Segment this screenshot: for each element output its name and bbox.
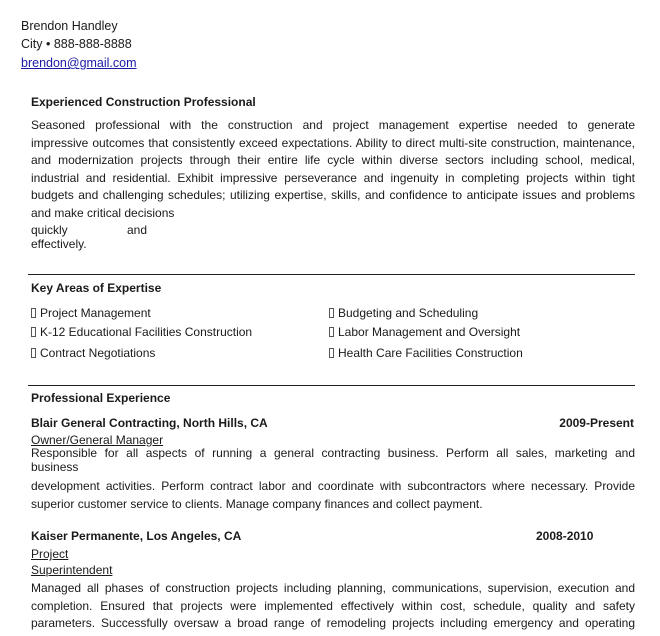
summary-line: quickly and bbox=[31, 223, 147, 237]
job-dates: 2008-2010 bbox=[536, 529, 594, 543]
job-title: Project bbox=[31, 547, 69, 561]
summary-line: and make critical decisions bbox=[31, 206, 175, 220]
summary-heading: Experienced Construction Professional bbox=[31, 95, 256, 109]
job-description-line: completion. Ensured that projects were implemented effectively within cost, schedule, quality and safety bbox=[31, 599, 635, 613]
expertise-item: K-12 Educational Facilities Construction bbox=[31, 325, 252, 339]
job-title: Superintendent bbox=[31, 563, 113, 577]
contact-email-link[interactable]: brendon@gmail.com bbox=[21, 56, 137, 70]
summary-line: industrial and residential. Exhibit impressive perseverance and ingenuity in completing projects within tight bbox=[31, 171, 635, 185]
job-dates: 2009-Present bbox=[559, 416, 634, 430]
job-description-line: Responsible for all aspects of running a general contracting business. Perform all sales, marketing and bbox=[31, 446, 635, 460]
contact-name: Brendon Handley bbox=[21, 19, 118, 33]
job-description-line: parameters. Successfully oversaw a broad range of remodeling projects including emergency and operating bbox=[31, 616, 635, 630]
job-description-line: superior customer service to clients. Manage company finances and collect payment. bbox=[31, 497, 483, 511]
bullet-icon bbox=[329, 348, 334, 358]
job-company: Kaiser Permanente, Los Angeles, CA bbox=[31, 529, 242, 543]
bullet-icon bbox=[329, 308, 334, 318]
summary-line: effectively. bbox=[31, 237, 87, 251]
bullet-icon bbox=[31, 348, 36, 358]
summary-line: and modernization projects through their entire life cycle within diverse sectors including school, medical, bbox=[31, 153, 635, 167]
summary-line: impressive outcomes that consistently exceed expectations. Ability to direct multi-site construction, maintenance, bbox=[31, 136, 635, 150]
section-divider bbox=[28, 274, 635, 275]
bullet-icon bbox=[31, 308, 36, 318]
job-description-line: Managed all phases of construction projects including planning, communications, supervision, execution and bbox=[31, 581, 635, 595]
expertise-item: Budgeting and Scheduling bbox=[329, 306, 478, 320]
expertise-item: Health Care Facilities Construction bbox=[329, 346, 523, 360]
contact-city-phone: City • 888-888-8888 bbox=[21, 37, 132, 51]
experience-heading: Professional Experience bbox=[31, 391, 171, 405]
summary-line: Seasoned professional with the construction and project management expertise needed to generate bbox=[31, 118, 635, 132]
bullet-icon bbox=[329, 327, 334, 337]
expertise-item: Project Management bbox=[31, 306, 151, 320]
expertise-item: Labor Management and Oversight bbox=[329, 325, 520, 339]
job-company: Blair General Contracting, North Hills, CA bbox=[31, 416, 268, 430]
expertise-item: Contract Negotiations bbox=[31, 346, 155, 360]
section-divider bbox=[28, 385, 635, 386]
job-description-line: business bbox=[31, 460, 79, 474]
expertise-heading: Key Areas of Expertise bbox=[31, 281, 162, 295]
job-description-line: development activities. Perform contract labor and coordinate with subcontractors where necessary. Provide bbox=[31, 479, 635, 493]
job-title: Owner/General Manager bbox=[31, 433, 164, 447]
bullet-icon bbox=[31, 327, 36, 337]
summary-line: budgets and challenging schedules; utilizing expertise, skills, and confidence to anticipate issues and problems bbox=[31, 188, 635, 202]
